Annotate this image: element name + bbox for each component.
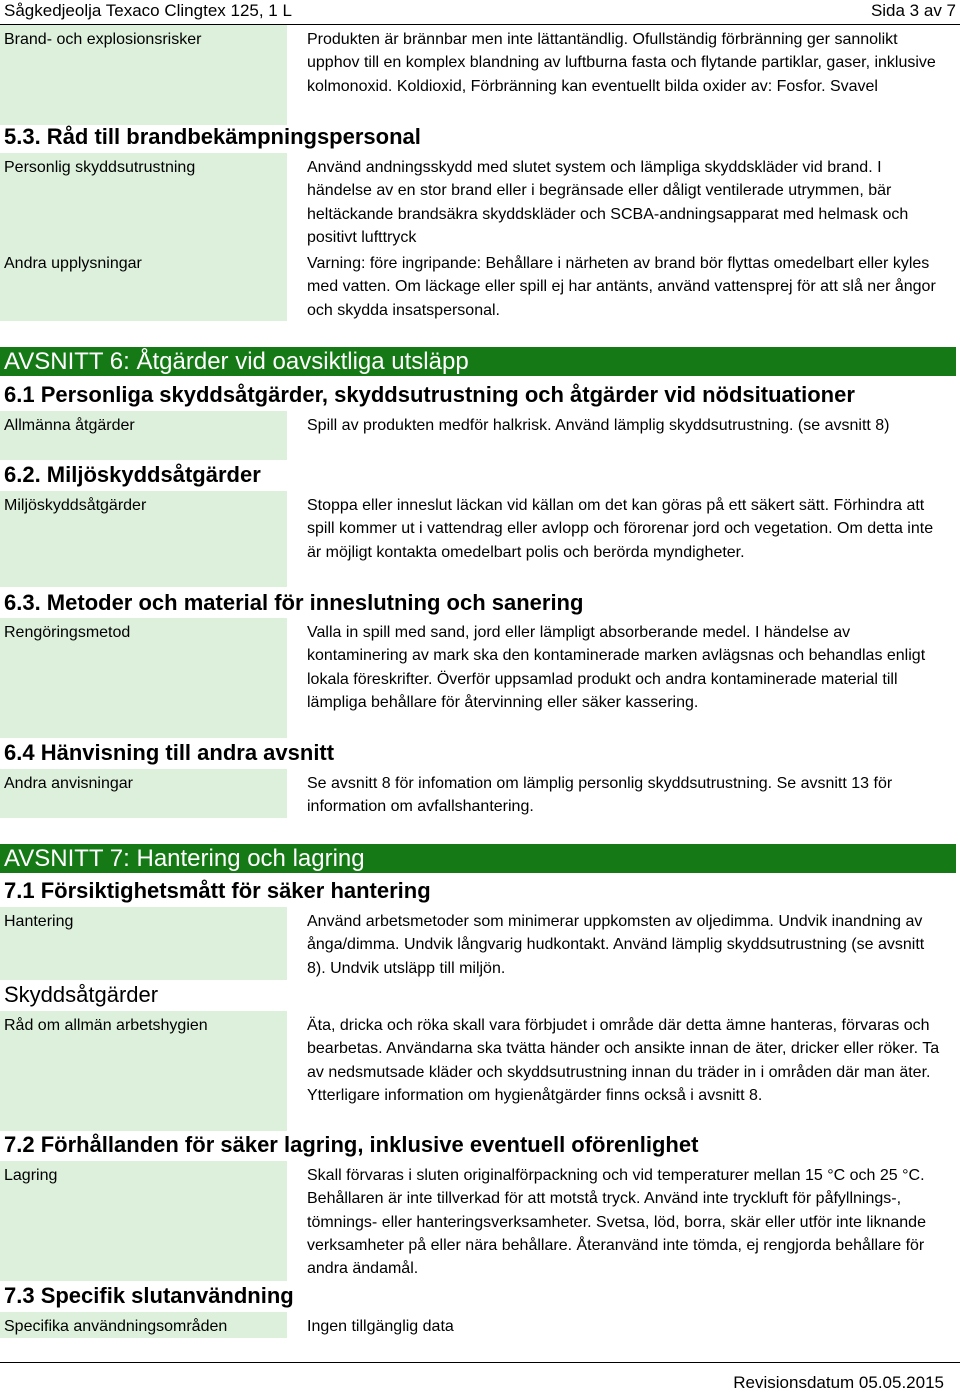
- row-label: Råd om allmän arbetshygien: [0, 1011, 287, 1131]
- row-label: Lagring: [0, 1161, 287, 1281]
- row-text: Varning: före ingripande: Behållare i närheten av brand bör flyttas omedelbart eller kyles med vatten. Om läckage eller spill ej har antänts, använd vattensprej för att slå ner ångor och skydda insatspersonal.: [307, 255, 936, 319]
- row-environment: [0, 491, 960, 587]
- heading-7-3: 7.3 Specifik slutanvändning: [4, 1283, 294, 1308]
- row-text: Stoppa eller inneslut läckan vid källan om det kan göras på ett säkert sätt. Förhindra att spill kommer ut i vattendrag eller avlopp och förorenar jord och vegetation. Om detta inte är möjligt kontakta omedelbart polis och berörda myndigheter.: [307, 497, 934, 561]
- row-label: Brand- och explosionsrisker: [0, 25, 287, 125]
- row-text: Se avsnitt 8 för infomation om lämplig personlig skyddsutrustning. Se avsnitt 13 för information om avfallshantering.: [307, 775, 893, 816]
- row-protective-equipment: [0, 153, 960, 249]
- row-handling: [0, 907, 960, 980]
- heading-7-1: 7.1 Försiktighetsmått för säker hantering: [4, 878, 431, 903]
- row-explosion-risk: [0, 25, 960, 125]
- row-cleaning: [0, 618, 960, 738]
- row-general-measures: [0, 411, 960, 460]
- document-title: Sågkedjeolja Texaco Clingtex 125, 1 L: [4, 1, 292, 20]
- row-hygiene: [0, 1011, 960, 1131]
- row-label: Hantering: [0, 907, 287, 980]
- row-text: Produkten är brännbar men inte lättantändlig. Ofullständig förbränning ger sannolikt upphov till en komplex blandning av luftburna fasta och flytande partiklar, gaser, inklusive kolmonoxid. Koldioxid, Förbränning kan eventuellt bilda oxider av: Fosfor. Svavel: [307, 31, 936, 95]
- heading-6-2: 6.2. Miljöskyddsåtgärder: [4, 462, 261, 487]
- heading-5-3: 5.3. Råd till brandbekämpningspersonal: [4, 124, 421, 149]
- footer-divider: [0, 1362, 960, 1363]
- row-label: Andra anvisningar: [0, 769, 287, 818]
- heading-6-3: 6.3. Metoder och material för inneslutning och sanering: [4, 590, 584, 615]
- row-label: Specifika användningsområden: [0, 1312, 287, 1338]
- row-text: Ingen tillgänglig data: [307, 1318, 454, 1335]
- heading-6-1: 6.1 Personliga skyddsåtgärder, skyddsutrustning och åtgärder vid nödsituationer: [4, 382, 855, 407]
- row-references: [0, 769, 960, 818]
- row-text: Använd andningsskydd med slutet system och lämpliga skyddskläder vid brand. I händelse av en stor brand eller i begränsade eller dåligt ventilerade utrymmen, bär heltäckande brandsäkra skyddskläder och SCBA-andningsapparat med helmask och positivt lufttryck: [307, 159, 909, 246]
- page-number: Sida 3 av 7: [870, 1, 956, 20]
- row-text: Äta, dricka och röka skall vara förbjudet i område där detta ämne hanteras, förvaras och bearbetas. Användarna ska tvätta händer och ansikte innan de äter, dricker eller röker. Ta av nedsmutsade kläder och skyddsutrustning innan du träder in i områden där man äter. Ytterligare information om hygienåtgärder finns också i avsnitt 8.: [307, 1017, 940, 1104]
- row-text: Skall förvaras i sluten originalförpackning och vid temperaturer mellan 15 °C och 25 °C. Behållaren är inte tillverkad för att motstå tryck. Använd inte tryckluft för påfyllnings-, tömnings- eller hanteringsverksamheter. Svetsa, löd, borra, skär eller utför inte liknande verksamheter på eller nära behållare. Återanvänd inte tömda, ej rengjorda behållare för andra ändamål.: [307, 1167, 926, 1278]
- row-label: Allmänna åtgärder: [0, 411, 287, 460]
- row-label: Miljöskyddsåtgärder: [0, 491, 287, 587]
- row-label: Personlig skyddsutrustning: [0, 153, 287, 249]
- row-storage: [0, 1161, 960, 1281]
- heading-protective-measures: Skyddsåtgärder: [4, 982, 159, 1007]
- heading-7-2: 7.2 Förhållanden för säker lagring, inklusive eventuell oförenlighet: [4, 1132, 699, 1157]
- row-text: Använd arbetsmetoder som minimerar uppkomsten av oljedimma. Undvik inandning av ånga/dimma. Undvik långvarig hudkontakt. Använd lämplig skyddsutrustning (se avsnitt 8). Undvik utsläpp till miljön.: [307, 913, 925, 977]
- heading-6-4: 6.4 Hänvisning till andra avsnitt: [4, 740, 335, 765]
- row-end-use: [0, 1312, 960, 1338]
- page-header: [0, 0, 960, 25]
- row-label: Andra upplysningar: [0, 249, 287, 321]
- row-label: Rengöringsmetod: [0, 618, 287, 738]
- section-7-band: AVSNITT 7: Hantering och lagring: [0, 844, 956, 873]
- row-text: Spill av produkten medför halkrisk. Använd lämplig skyddsutrustning. (se avsnitt 8): [307, 417, 890, 434]
- row-other-info: [0, 249, 960, 321]
- revision-date: Revisionsdatum 05.05.2015: [733, 1373, 944, 1392]
- section-6-band: AVSNITT 6: Åtgärder vid oavsiktliga utsläpp: [0, 347, 956, 376]
- row-text: Valla in spill med sand, jord eller lämpligt absorberande medel. I händelse av kontaminering av mark ska den kontaminerade marken avlägsnas och behandlas enligt lokala föreskrifter. Överför uppsamlad produkt och andra kontaminerade material till lämpliga behållare för återvinning eller säker kassering.: [307, 624, 926, 711]
